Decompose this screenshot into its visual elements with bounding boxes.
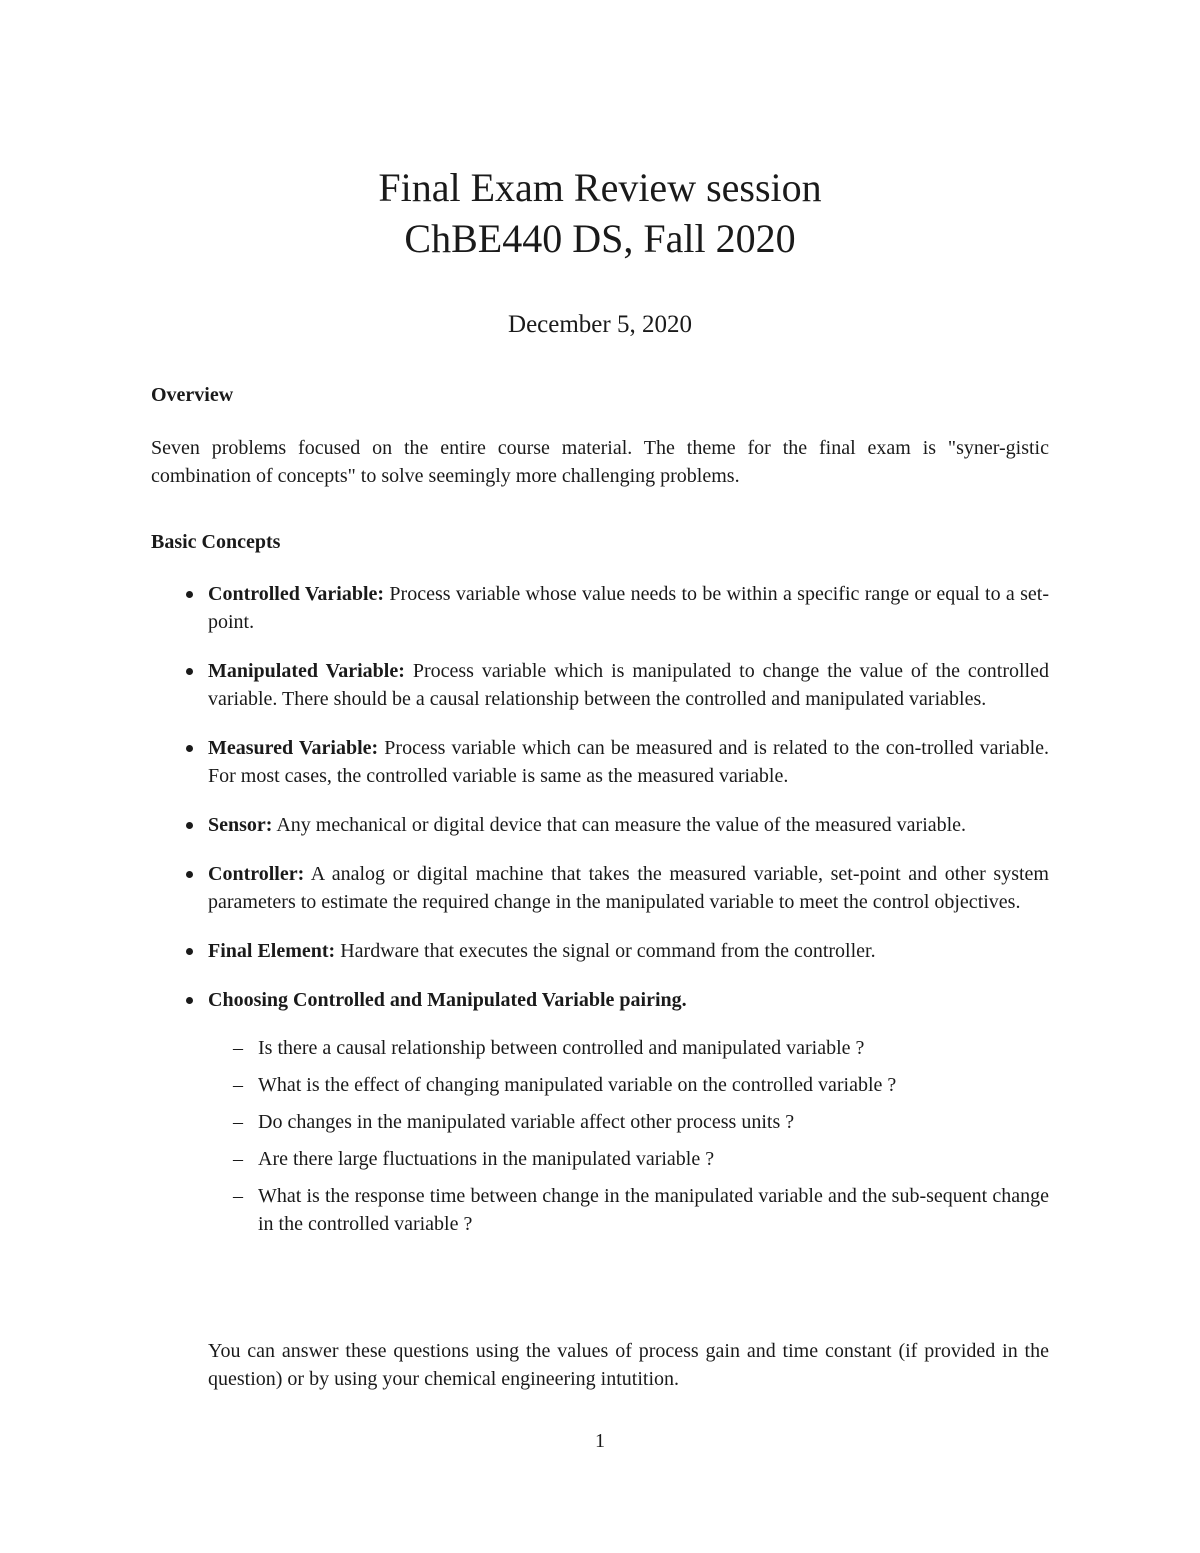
question-item [208, 1071, 1049, 1099]
concept-definition: Any mechanical or digital device that can measure the value of the measured variable. [276, 814, 967, 836]
bullet-icon [186, 822, 193, 829]
dash-icon: – [233, 1074, 243, 1096]
course-subtitle: ChBE440 DS, Fall 2020 [404, 216, 796, 261]
concept-term: Controller: [208, 863, 305, 885]
question-item [208, 1108, 1049, 1136]
list-item [151, 937, 1049, 965]
list-item [151, 734, 1049, 790]
document-date: December 5, 2020 [508, 311, 692, 338]
basic-concepts-heading: Basic Concepts [151, 531, 281, 553]
question-text: Is there a causal relationship between controlled and manipulated variable ? [258, 1037, 865, 1059]
bullet-icon [186, 745, 193, 752]
dash-icon: – [233, 1037, 243, 1059]
question-text: Do changes in the manipulated variable affect other process units ? [258, 1111, 795, 1133]
page-number: 1 [595, 1430, 605, 1452]
concept-term: Measured Variable: [208, 737, 379, 759]
concept-definition: Process variable whose value needs to be within a specific range or equal to a set-point. [208, 583, 1049, 633]
bullet-icon [186, 997, 193, 1004]
overview-paragraph: Seven problems focused on the entire course material. The theme for the final exam is "syner-gistic combination of concepts" to solve seemingly more challenging problems. [151, 437, 1049, 487]
concept-term: Sensor: [208, 814, 273, 836]
dash-icon: – [233, 1111, 243, 1133]
pairing-questions-list [208, 1034, 1049, 1238]
question-item [208, 1182, 1049, 1238]
dash-icon: – [233, 1148, 243, 1170]
list-item [151, 986, 1049, 1238]
concepts-list [151, 580, 1049, 1259]
question-text: What is the response time between change in the manipulated variable and the sub-sequent change in the controlled variable ? [258, 1185, 1049, 1235]
bullet-icon [186, 668, 193, 675]
concept-term: Controlled Variable: [208, 583, 385, 605]
title-block [0, 162, 1200, 264]
concept-definition: Hardware that executes the signal or command from the controller. [340, 940, 876, 962]
bullet-icon [186, 591, 193, 598]
bullet-icon [186, 871, 193, 878]
concept-term: Final Element: [208, 940, 336, 962]
overview-heading: Overview [151, 384, 234, 406]
question-text: What is the effect of changing manipulated variable on the controlled variable ? [258, 1074, 897, 1096]
bullet-icon [186, 948, 193, 955]
document-title: Final Exam Review session [378, 165, 822, 210]
question-item [208, 1034, 1049, 1062]
list-item [151, 811, 1049, 839]
concept-definition: Process variable which can be measured and is related to the con-trolled variable. For most cases, the controlled variable is same as the measured variable. [208, 737, 1050, 787]
concept-definition: Process variable which is manipulated to change the value of the controlled variable. There should be a causal relationship between the controlled and manipulated variables. [208, 660, 1049, 710]
concept-definition: A analog or digital machine that takes the measured variable, set-point and other system parameters to estimate the required change in the manipulated variable to meet the control objectives. [208, 863, 1049, 913]
concept-term: Choosing Controlled and Manipulated Variable pairing. [208, 989, 687, 1011]
list-item [151, 860, 1049, 916]
concept-term: Manipulated Variable: [208, 660, 405, 682]
question-text: Are there large fluctuations in the manipulated variable ? [258, 1148, 715, 1170]
closing-paragraph: You can answer these questions using the values of process gain and time constant (if provided in the question) or by using your chemical engineering intutition. [208, 1340, 1049, 1390]
question-item [208, 1145, 1049, 1173]
list-item [151, 657, 1049, 713]
dash-icon: – [233, 1185, 243, 1207]
list-item [151, 580, 1049, 636]
